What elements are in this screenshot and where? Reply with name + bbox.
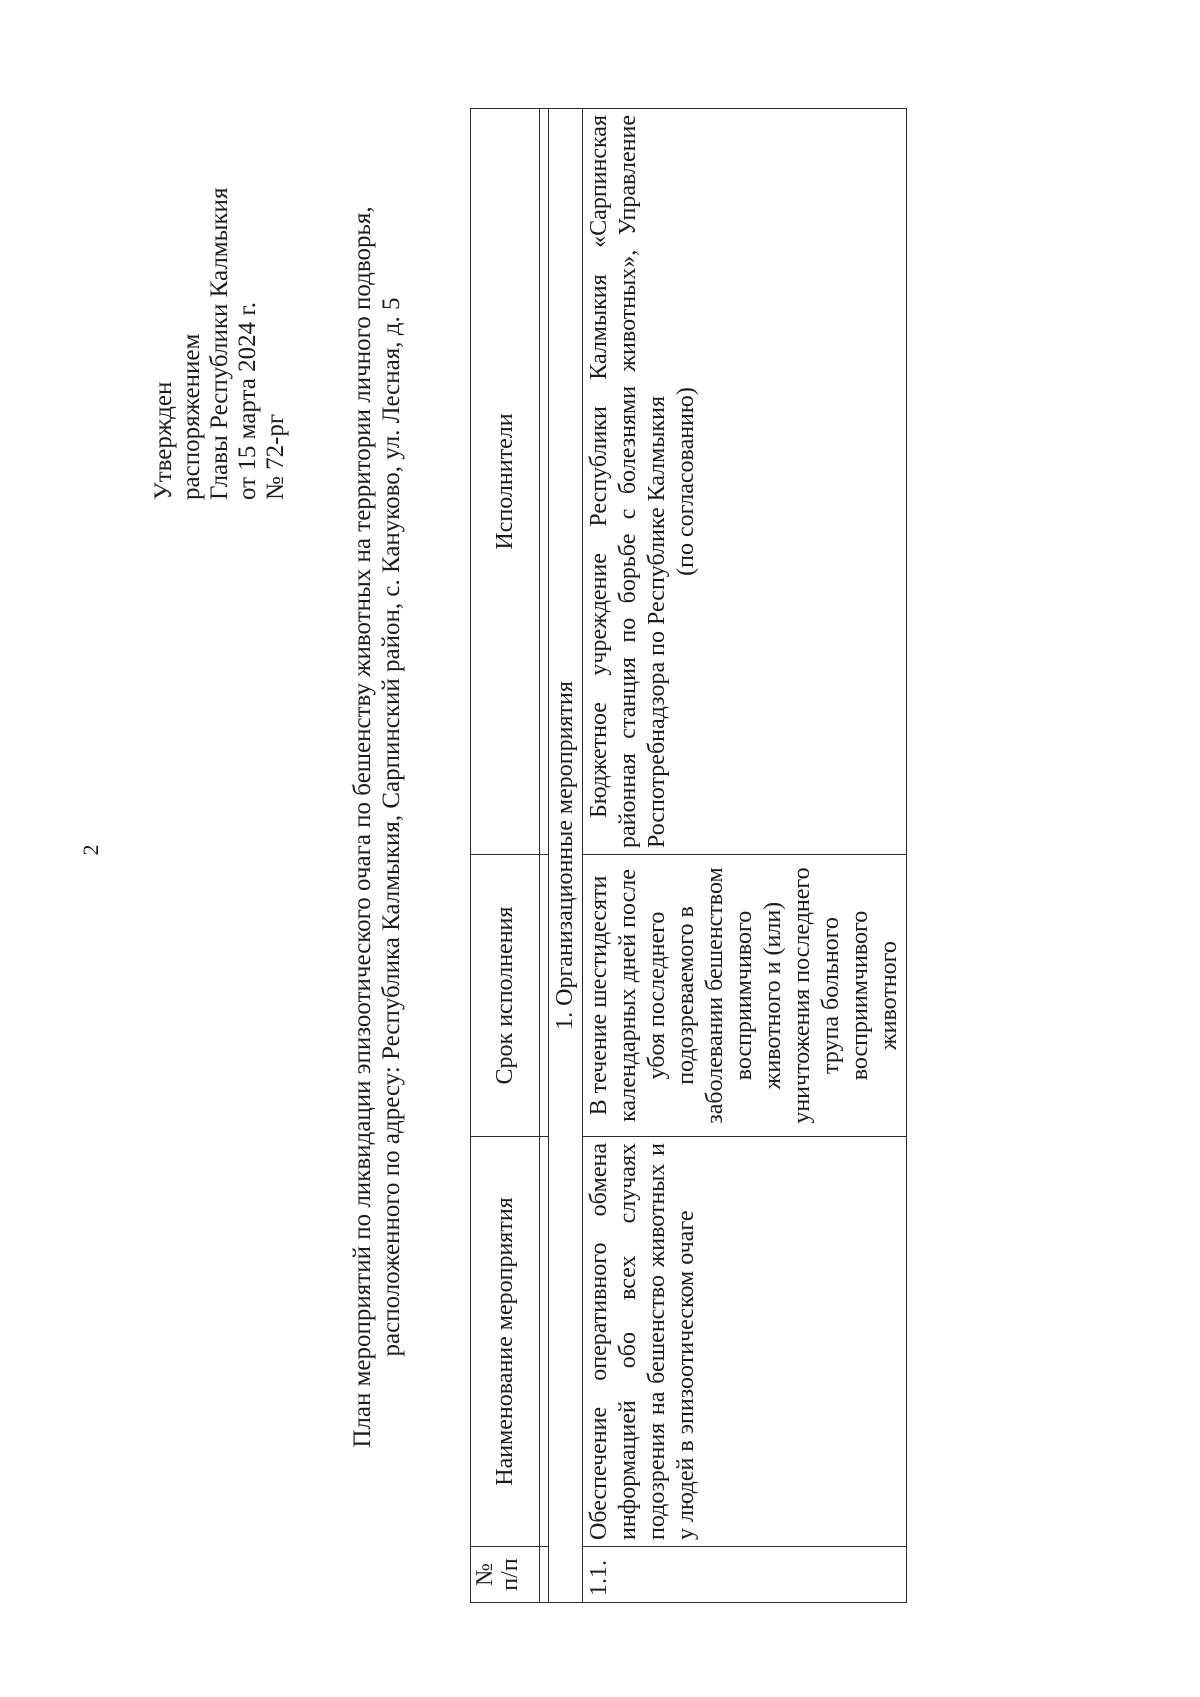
header-executors: Исполнители [471, 109, 540, 855]
header-number-symbol: № [472, 1563, 498, 1586]
page-number: 2 [78, 844, 103, 856]
approval-line: Главы Республики Калмыкия [206, 187, 233, 500]
plan-title [348, 137, 406, 1517]
measures-table [470, 108, 907, 1603]
row-number: 1.1. [583, 1547, 907, 1603]
row-executors-text: Бюджетное учреждение Республики Калмыкия «Сарпинская районная станция по борьбе с болезнями животных», Управление Роспотребнадзора по Республике Калмыкия [586, 115, 670, 848]
approval-stamp [150, 188, 290, 500]
section-title: 1. Организационные мероприятия [549, 109, 583, 1603]
row-measure-name: Обеспечение оперативного обмена информацией обо всех случаях подозрения на бешенство животных и у людей в эпизоотическом очаге [583, 1137, 907, 1547]
row-executors [583, 109, 907, 855]
index-cell [540, 1547, 549, 1603]
approval-line: от 15 марта 2024 г. [234, 301, 261, 500]
header-measure-name: Наименование мероприятия [471, 1137, 540, 1547]
plan-title-line-2: расположенного по адресу: Республика Калмыкия, Сарпинский район, с. Кануково, ул. Лесная, д. 5 [378, 297, 405, 1357]
table-row [583, 109, 907, 1603]
section-row [549, 109, 583, 1603]
table-header-row [471, 109, 540, 1603]
index-cell [540, 1137, 549, 1547]
row-term: В течение шестидесяти календарных дней после убоя последнего подозреваемого в заболевании бешенством восприимчивого животного и (или) уничтожения последнего трупа больного восприимчивого животного [583, 855, 907, 1137]
approval-line: Утвержден [150, 381, 177, 500]
approval-line: № 72-рг [262, 413, 289, 500]
row-executors-note: (по согласованию) [673, 387, 699, 576]
plan-title-line-1: План мероприятий по ликвидации эпизоотического очага по бешенству животных на территории личного подворья, [349, 206, 376, 1448]
header-term: Срок исполнения [471, 855, 540, 1137]
approval-line: распоряжением [178, 333, 205, 500]
index-cell [540, 855, 549, 1137]
index-cell [540, 109, 549, 855]
header-number-abbr: п/п [497, 1558, 523, 1591]
table-index-row [540, 109, 549, 1603]
header-number [471, 1547, 540, 1603]
